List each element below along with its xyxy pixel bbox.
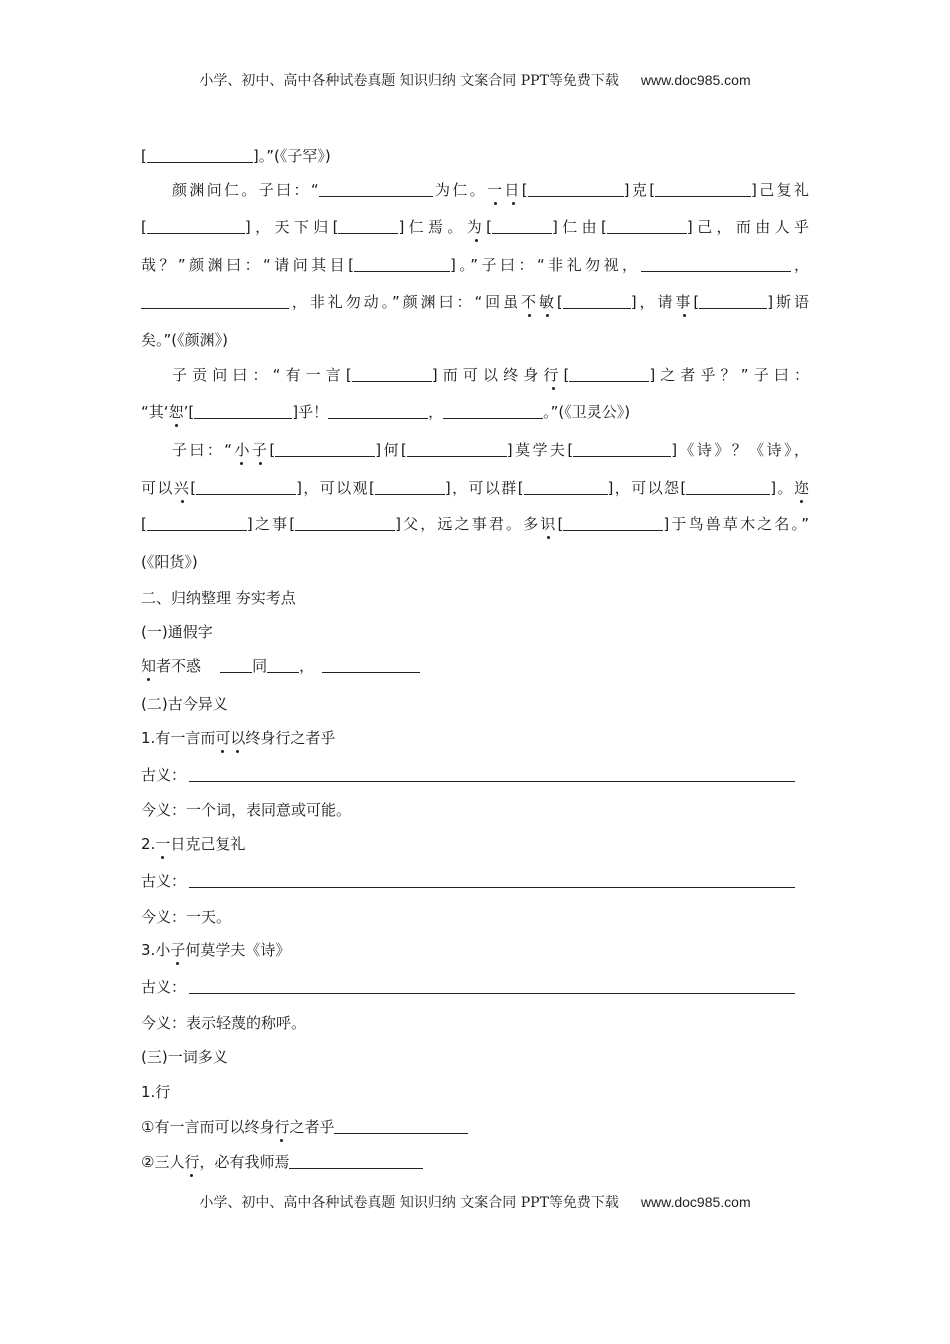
- blank[interactable]: [275, 441, 375, 457]
- header-url: www.doc985.com: [640, 72, 751, 88]
- blank[interactable]: [334, 1118, 468, 1134]
- blank[interactable]: [655, 181, 751, 197]
- blank[interactable]: [147, 515, 247, 531]
- blank[interactable]: [699, 293, 767, 309]
- yanyuan-line-5: 矣。”(《颜渊》): [141, 331, 228, 349]
- blank[interactable]: [319, 181, 433, 197]
- blank[interactable]: [528, 181, 624, 197]
- blank[interactable]: [322, 657, 420, 673]
- gujin-item-1-jin: 今义：一个词，表同意或可能。: [141, 801, 352, 819]
- blank[interactable]: [573, 441, 671, 457]
- blank[interactable]: [196, 479, 296, 495]
- blank[interactable]: [407, 441, 507, 457]
- blank[interactable]: [524, 479, 608, 495]
- footer-text: 小学、初中、高中各种试卷真题 知识归纳 文案合同 PPT等免费下载: [199, 1195, 619, 1211]
- blank[interactable]: [267, 657, 299, 673]
- gujin-item-3-jin: 今义：表示轻蔑的称呼。: [141, 1014, 307, 1032]
- answer-line[interactable]: [189, 993, 795, 994]
- yanyuan-line-2: [ ]，天下归[ ]仁焉。为[ ]仁由[ ]己，而由人乎: [141, 218, 809, 236]
- gujin-item-3: 3.小子何莫学夫《诗》: [141, 941, 291, 959]
- blank[interactable]: [147, 218, 245, 234]
- yanghuo-line-1: 子曰：“小子[ ]何[ ]莫学夫[ ]《诗》？《诗》，: [172, 441, 809, 459]
- yici-head: 1.行: [141, 1083, 171, 1101]
- header-text: 小学、初中、高中各种试卷真题 知识归纳 文案合同 PPT等免费下载: [199, 73, 619, 89]
- tongjia-item: 知者不惑 同 ，: [141, 656, 809, 676]
- blank[interactable]: [194, 403, 292, 419]
- yanghuo-line-4: (《阳货》): [141, 553, 198, 571]
- footer-url: www.doc985.com: [640, 1194, 751, 1210]
- blank[interactable]: [563, 515, 663, 531]
- gujin-item-2: 2.一日克己复礼: [141, 835, 246, 853]
- gujin-item-2-jin: 今义：一天。: [141, 908, 232, 926]
- page-footer: [0, 1192, 950, 1212]
- blank[interactable]: [328, 403, 428, 419]
- gujin-item-2-gu: 古义：: [141, 871, 809, 891]
- blank[interactable]: [352, 366, 432, 382]
- blank[interactable]: [492, 218, 552, 234]
- section-title: 二、归纳整理 夯实考点: [141, 589, 296, 607]
- blank[interactable]: [295, 515, 395, 531]
- blank[interactable]: [375, 479, 445, 495]
- yanyuan-line-3: 哉？”颜渊曰：“请问其目[ ]。”子曰：“非礼勿视， ，: [141, 256, 809, 274]
- yici-item-2: ②三人行，必有我师焉: [141, 1152, 809, 1172]
- blank[interactable]: [220, 657, 252, 673]
- blank[interactable]: [641, 256, 791, 272]
- blank[interactable]: [147, 147, 253, 163]
- blank[interactable]: [289, 1153, 423, 1169]
- answer-line[interactable]: [189, 781, 795, 782]
- yici-item-1: ①有一言而可以终身行之者乎: [141, 1117, 809, 1137]
- gujin-title: (二)古今异义: [141, 695, 228, 713]
- blank[interactable]: [607, 218, 687, 234]
- blank[interactable]: [563, 293, 631, 309]
- yici-title: (三)一词多义: [141, 1048, 228, 1066]
- yanyuan-line-4: ，非礼勿动。”颜渊曰：“回虽不敏[ ]，请事[ ]斯语: [141, 292, 809, 312]
- gujin-item-1: 1.有一言而可以终身行之者乎: [141, 729, 336, 747]
- blank[interactable]: [354, 256, 450, 272]
- zigong-line-2: “其‘恕’[ ]乎！ ， 。”(《卫灵公》): [141, 403, 631, 421]
- blank[interactable]: [686, 479, 770, 495]
- gujin-item-1-gu: 古义：: [141, 765, 809, 785]
- gujin-item-3-gu: 古义：: [141, 977, 809, 997]
- zigong-line-1: 子贡问曰：“有一言[ ]而可以终身行[ ]之者乎？”子曰：: [172, 366, 809, 384]
- page-header: [0, 70, 950, 90]
- blank[interactable]: [141, 293, 289, 309]
- tongjia-title: (一)通假字: [141, 623, 213, 641]
- yanghuo-line-3: [ ]之事[ ]父，远之事君。多识[ ]于鸟兽草木之名。”: [141, 515, 809, 533]
- zihan-tail-line: [ ]。”(《子罕》): [141, 147, 331, 165]
- blank[interactable]: [569, 366, 649, 382]
- yanghuo-line-2: 可以兴[ ]，可以观[ ]，可以群[ ]，可以怨[ ]。迩: [141, 479, 809, 497]
- yanyuan-line-1: 颜渊问仁。子曰：“ 为仁。一日[ ]克[ ]己复礼: [172, 181, 809, 199]
- blank[interactable]: [338, 218, 398, 234]
- blank[interactable]: [443, 403, 543, 419]
- answer-line[interactable]: [189, 887, 795, 888]
